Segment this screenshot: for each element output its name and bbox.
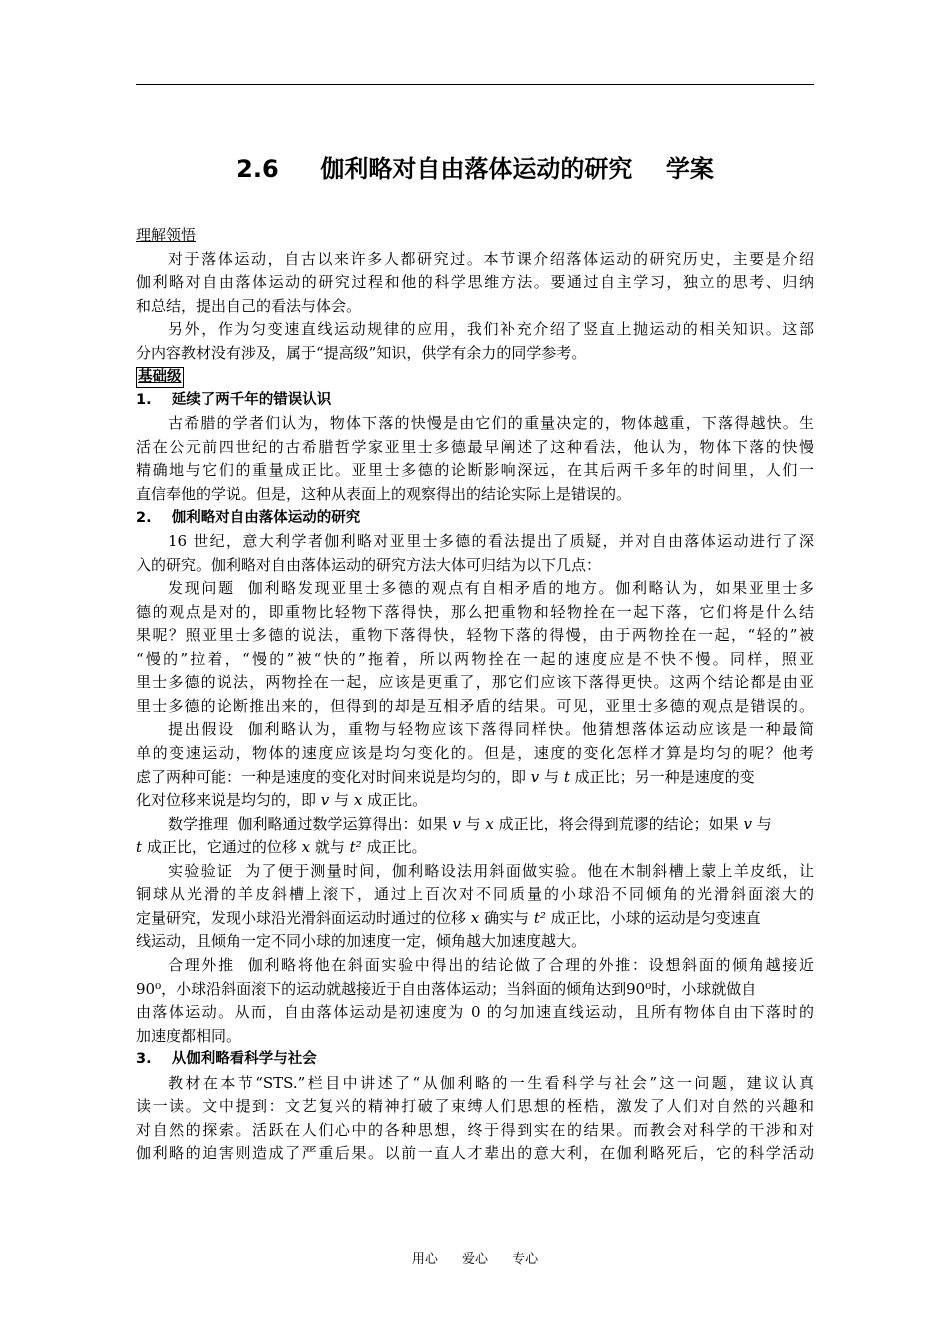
paragraph-line: t 成正比，它通过的位移 x 就与 t² 成正比。: [136, 838, 427, 857]
paragraph-line: 虑了两种可能：一种是速度的变化对时间来说是均匀的，即 v 与 t 成正比；另一种是速度的变: [136, 767, 755, 786]
paragraph-line: 古希腊的学者们认为，物体下落的快慢是由它们的重量决定的，物体越重，下落得越快。生: [168, 414, 814, 433]
paragraph-line: 直信奉他的学说。但是，这种从表面上的观察得出的结论实际上是错误的。: [136, 485, 632, 504]
paragraph-line: 里士多德的说法，两物拴在一起，应该是更重了，那它们应该下落得更快。这两个结论都是由亚: [136, 673, 814, 692]
section-heading-understanding: 理解领悟: [136, 226, 197, 244]
subsection-heading-2: 2. 伽利略对自由落体运动的研究: [136, 509, 361, 526]
paragraph-line: 数学推理 伽利略通过数学运算得出：如果 v 与 x 成正比，将会得到荒谬的结论；如果 v 与: [168, 814, 772, 833]
subsection-heading-3: 3. 从伽利略看科学与社会: [136, 1051, 317, 1068]
paragraph-line: 教材在本节“STS.”栏目中讲述了“从伽利略的一生看科学与社会”这一问题，建议认真: [168, 1073, 814, 1092]
subsection-heading-1: 1. 延续了两千年的错误认识: [136, 391, 332, 408]
paragraph-line: 分内容教材没有涉及，属于“提高级”知识，供学有余力的同学参考。: [136, 343, 587, 362]
paragraph-line: 读一读。文中提到：文艺复兴的精神打破了束缚人们思想的桎梏，激发了人们对自然的兴趣和: [136, 1097, 814, 1116]
paragraph-line: 入的研究。伽利略对自由落体运动的研究方法大体可归结为以下几点：: [136, 555, 602, 574]
paragraph-line: 果呢？照亚里士多德的说法，重物下落得快，轻物下落的得慢，由于两物拴在一起，“轻的”被: [136, 626, 814, 645]
header-rule: [136, 84, 814, 85]
page-title: 2.6 伽利略对自由落体运动的研究 学案: [236, 155, 714, 183]
paragraph-line: 里士多德的论断推出来的，但得到的却是互相矛盾的结果。可见，亚里士多德的观点是错误的。: [136, 696, 814, 715]
paragraph-line: 铜球从光滑的羊皮斜槽上滚下，通过上百次对不同质量的小球沿不同倾角的光滑斜面滚大的: [136, 885, 814, 904]
paragraph-line: 对自然的探索。活跃在人们心中的各种思想，终于得到实在的结果。而教会对科学的干涉和对: [136, 1120, 814, 1139]
footer-text: 专心: [512, 1252, 539, 1267]
page-footer: [0, 1251, 950, 1269]
paragraph-line: 合理外推 伽利略将他在斜面实验中得出的结论做了合理的外推：设想斜面的倾角越接近: [168, 955, 814, 974]
paragraph-line: 活在公元前四世纪的古希腊哲学家亚里士多德最早阐述了这种看法，他认为，物体下落的快慢: [136, 437, 814, 456]
footer-text: 用心: [411, 1252, 438, 1267]
paragraph-line: 加速度都相同。: [136, 1026, 242, 1045]
paragraph-line: 和总结，提出自己的看法与体会。: [136, 296, 362, 315]
paragraph-line: 德的观点是对的，即重物比轻物下落得快，那么把重物和轻物拴在一起下落，它们将是什么结: [136, 602, 814, 621]
paragraph-line: 提出假设 伽利略认为，重物与轻物应该下落得同样快。他猜想落体运动应该是一种最简: [168, 720, 814, 739]
paragraph-line: 发现问题 伽利略发现亚里士多德的观点有自相矛盾的地方。伽利略认为，如果亚里士多: [168, 579, 814, 598]
section-heading-basic-level: 基础级: [136, 365, 814, 389]
document-body: [136, 224, 814, 1166]
paragraph-line: 伽利略的迫害则造成了严重后果。以前一直人才辈出的意大利，在伽利略死后，它的科学活动: [136, 1144, 814, 1163]
paragraph-line: 伽利略对自由落体运动的研究过程和他的科学思维方法。要通过自主学习，独立的思考、归纳: [136, 273, 814, 292]
paragraph-line: 另外，作为匀变速直线运动规律的应用，我们补充介绍了竖直上抛运动的相关知识。这部: [168, 320, 814, 339]
paragraph-line: 精确地与它们的重量成正比。亚里士多德的论断影响深远，在其后两千多年的时间里，人们一: [136, 461, 814, 480]
paragraph-line: 16 世纪，意大利学者伽利略对亚里士多德的看法提出了质疑，并对自由落体运动进行了深: [168, 532, 814, 551]
paragraph-line: 定量研究，发现小球沿光滑斜面运动时通过的位移 x 确实与 t² 成正比，小球的运动是匀变速直: [136, 908, 761, 927]
paragraph-line: 对于落体运动，自古以来许多人都研究过。本节课介绍落体运动的研究历史，主要是介绍: [168, 249, 814, 268]
paragraph-line: “慢的”拉着，“慢的”被“快的”拖着，所以两物拴在一起的速度应是不快不慢。同样，照亚: [136, 649, 814, 668]
paragraph-line: 90⁰，小球沿斜面滚下的运动就越接近于自由落体运动；当斜面的倾角达到90⁰时，小球就做自: [136, 979, 757, 998]
paragraph-line: 实验验证 为了便于测量时间，伽利略设法用斜面做实验。他在木制斜槽上蒙上羊皮纸，让: [168, 861, 814, 880]
paragraph-line: 化对位移来说是均匀的，即 v 与 x 成正比。: [136, 791, 428, 810]
paragraph-line: 单的变速运动，物体的速度应该是均匀变化的。但是，速度的变化怎样才算是均匀的呢？他考: [136, 744, 814, 763]
paragraph-line: 线运动，且倾角一定不同小球的加速度一定，倾角越大加速度越大。: [136, 932, 587, 951]
footer-text: 爱心: [461, 1252, 488, 1267]
paragraph-line: 由落体运动。从而，自由落体运动是初速度为 0 的匀加速直线运动，且所有物体自由下落时的: [136, 1003, 814, 1022]
